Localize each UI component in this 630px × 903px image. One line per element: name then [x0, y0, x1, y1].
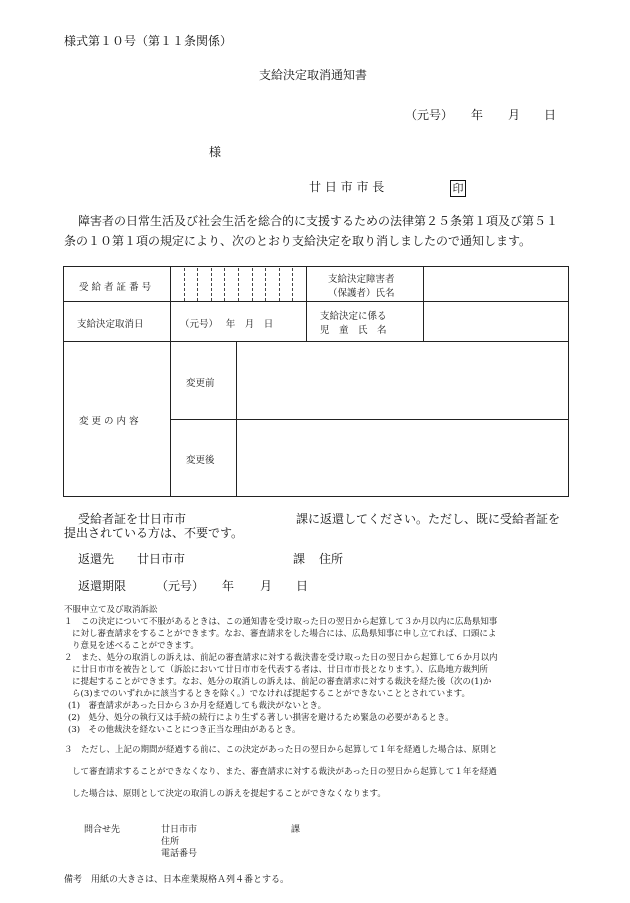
- contact-city: 廿日市市: [161, 825, 198, 835]
- appeal-item-2: (2) 処分、処分の執行又は手続の続行により生ずる著しい損害を避けるため緊急の必要があるとき。: [68, 713, 454, 723]
- cancel-date-label: 支給決定取消日: [77, 319, 144, 330]
- recipient-name-label-1: 支給決定障害者: [328, 274, 395, 285]
- appeal-p3-line-1: ３ ただし、上記の期間が経過する前に、この決定があった日の翌日から起算して１年を経過した場合は、原則と: [64, 745, 498, 755]
- table-rule: [306, 267, 307, 341]
- digit-divider: [292, 268, 293, 301]
- appeal-p1-line-1: １ この決定について不服があるときは、この通知書を受け取った日の翌日から起算して３か月以内に広島県知事: [64, 617, 498, 627]
- return-deadline-era: （元号）: [156, 579, 205, 593]
- appeal-item-1: (1) 審査請求があった日から３か月を経過しても裁決がないとき。: [68, 701, 327, 711]
- return-deadline-month: 月: [260, 579, 273, 593]
- appeal-p1-line-3: り意見を述べることができます。: [72, 641, 199, 651]
- form-number: 様式第１０号（第１１条関係）: [64, 34, 233, 48]
- digit-divider: [265, 268, 266, 301]
- digit-divider: [252, 268, 253, 301]
- table-rule: [64, 301, 568, 302]
- date-year: 年: [471, 108, 484, 122]
- return-destination-address: 住所: [319, 552, 344, 566]
- remark-note: 備考 用紙の大きさは、日本産業規格Ａ列４番とする。: [64, 875, 290, 885]
- contact-label: 問合せ先: [84, 825, 121, 835]
- intro-line-1: 障害者の日常生活及び社会生活を総合的に支援するための法律第２５条第１項及び第５１: [78, 214, 559, 228]
- child-name-label-1: 支給決定に係る: [320, 311, 387, 322]
- appeal-p1-line-2: に対し審査請求をすることができます。なお、審査請求をした場合には、広島県知事に申し立てれば、口頭によ: [72, 629, 497, 639]
- child-name-label-2: 児 童 氏 名: [320, 325, 387, 336]
- return-line-2: 提出されている方は、不要です。: [64, 526, 244, 540]
- change-content-label: 変 更 の 内 容: [79, 416, 139, 427]
- appeal-p3-line-3: した場合は、原則として決定の取消しの訴えを提起することができなくなります。: [72, 789, 386, 799]
- contact-section: 課: [291, 825, 301, 835]
- recipient-name-label-2: （保護者）氏名: [328, 288, 395, 299]
- intro-line-2: 条の１０第１項の規定により、次のとおり支給決定を取り消しましたので通知します。: [64, 234, 532, 248]
- date-era: （元号）: [405, 108, 454, 122]
- date-month: 月: [508, 108, 521, 122]
- recipient-cert-no-label: 受 給 者 証 番 号: [79, 282, 152, 293]
- appeal-item-3: (3) その他裁決を経ないことにつき正当な理由があるとき。: [68, 725, 301, 735]
- digit-divider: [279, 268, 280, 301]
- table-rule: [236, 341, 237, 496]
- return-line-1a: 受給者証を廿日市市: [78, 512, 187, 526]
- cancel-date-value: （元号） 年 月 日: [180, 319, 274, 330]
- seal-stamp: 印: [450, 180, 466, 197]
- appeal-p2-line-2: に廿日市市を被告として（訴訟において廿日市市を代表する者は、廿日市市長となります。）、広島地方裁判所: [72, 665, 488, 675]
- before-change-label: 変更前: [186, 378, 215, 389]
- document-title: 支給決定取消通知書: [259, 68, 368, 82]
- appeal-heading: 不服申立て及び取消訴訟: [64, 605, 158, 615]
- return-destination-label: 返還先: [78, 552, 115, 566]
- issuer-name: 廿 日 市 市 長: [309, 180, 385, 194]
- return-deadline-day: 日: [296, 579, 309, 593]
- date-day: 日: [544, 108, 557, 122]
- return-line-1b: 課に返還してください。ただし、既に受給者証を: [296, 512, 561, 526]
- table-rule: [64, 341, 568, 342]
- return-destination-section: 課: [293, 552, 306, 566]
- appeal-p2-line-1: ２ また、処分の取消しの訴えは、前記の審査請求に対する裁決書を受け取った日の翌日から起算して６か月以内: [64, 653, 498, 663]
- digit-divider: [224, 268, 225, 301]
- appeal-p2-line-3: に提起することができます。なお、処分の取消しの訴えは、前記の審査請求に対する裁決を経た後（次の(1)か: [72, 677, 492, 687]
- contact-phone: 電話番号: [161, 849, 198, 859]
- table-rule: [170, 267, 171, 496]
- after-change-label: 変更後: [186, 455, 215, 466]
- digit-divider: [184, 268, 185, 301]
- return-destination-city: 廿日市市: [137, 552, 186, 566]
- digit-divider: [211, 268, 212, 301]
- appeal-p3-line-2: して審査請求することができなくなり、また、審査請求に対する裁決があった日の翌日から起算して１年を経過: [72, 767, 497, 777]
- digit-divider: [197, 268, 198, 301]
- details-table: [63, 266, 569, 497]
- appeal-p2-line-4: ら(3)までのいずれかに該当するときを除く。）でなければ提起することができないこととされています。: [72, 689, 470, 699]
- addressee-suffix: 様: [209, 145, 222, 159]
- digit-divider: [238, 268, 239, 301]
- table-rule: [423, 267, 424, 341]
- return-deadline-year: 年: [222, 579, 235, 593]
- return-deadline-label: 返還期限: [78, 579, 127, 593]
- table-rule: [170, 419, 568, 420]
- contact-address: 住所: [161, 837, 180, 847]
